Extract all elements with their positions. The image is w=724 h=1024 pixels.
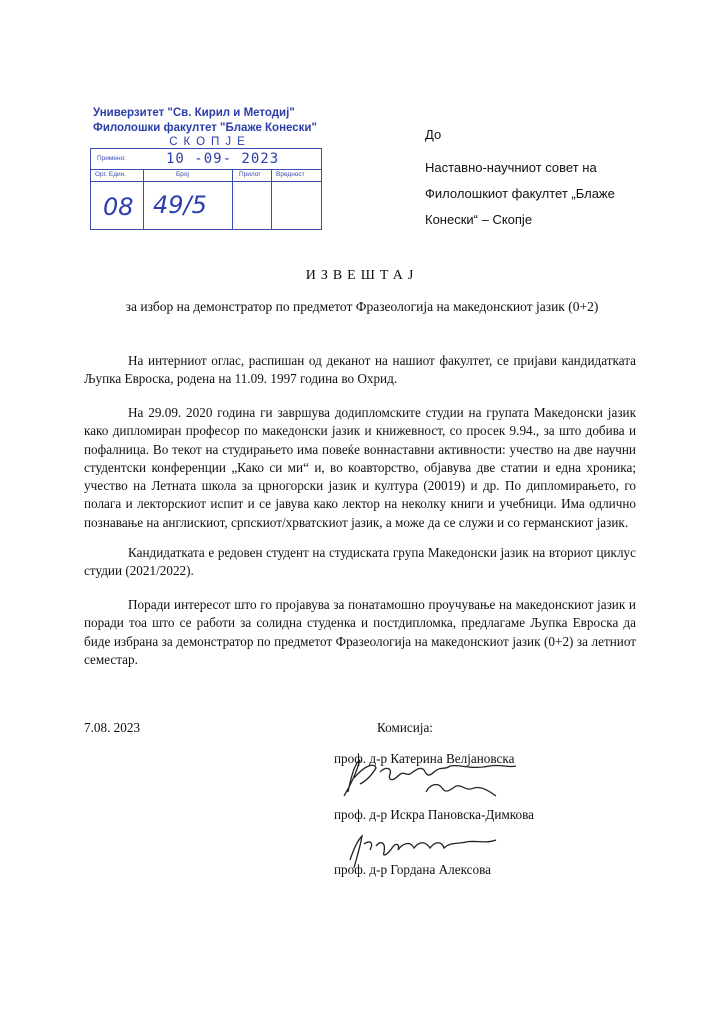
document-title: ИЗВЕШТАЈ xyxy=(305,268,419,283)
stamp-row-received xyxy=(91,149,321,170)
handwritten-unit: 08 xyxy=(103,193,134,221)
received-date: 10 -09- 2023 xyxy=(166,151,280,167)
addressee-line: Конески“ – Скопје xyxy=(425,212,533,227)
document-date: 7.08. 2023 xyxy=(84,720,141,735)
paragraph-status: Кандидатката е редовен студент на студиската група Македонски јазик на вториот циклус студии (2021/2022). xyxy=(84,545,636,579)
paragraph-studies: На 29.09. 2020 година ги завршува додипломските студии на групата Македонски јазик како дипломиран професор по македонски јазик и книжевност, со просек 9.94., за што добива и пофалница. Во текот на студирањето има повеќе воннаставни активности: учество на две научни студентски конференции „Како си ми“ и, во коавторство, објавува две статии и една хроника; учество на Летната школа за црногорски јазик и култура (20019) и др. По дипломирањето, го полага и лекторскиот испит и се јавува како лектор на неколку книги и учебници. Има одлично познавање на англискиот, српскиот/хрватскиот јазик, а може да се служи и со германскиот јазик. xyxy=(84,405,636,530)
stamp-divider xyxy=(143,169,144,229)
stamp-row-headers xyxy=(91,169,321,182)
stamp-divider xyxy=(271,169,272,229)
paragraph-proposal: Поради интересот што го пројавува за понатамошно проучување на македонскиот јазик и поради тоа што се работи за солидна студенка и постдипломка, предлагаме Љупка Евроска да биде избрана за демонстратор по предметот Фразеологија на македонскиот јазик (0+2) за летниот семестар. xyxy=(84,597,636,667)
col-number-label: Број xyxy=(176,171,189,178)
paragraph-candidate: На интерниот оглас, распишан од деканот на нашиот факултет, се пријави кандидатката Љупка Евроска, родена на 11.09. 1997 година во Охрид. xyxy=(84,353,636,387)
stamp-university: Универзитет "Св. Кирил и Методиј" xyxy=(93,107,295,119)
commission-member-1: проф. д-р Катерина Велјановска xyxy=(334,751,515,766)
document-subtitle: за избор на демонстратор по предметот Фразеологија на македонскиот јазик (0+2) xyxy=(125,299,599,314)
commission-member-2: проф. д-р Искра Пановска-Димкова xyxy=(334,807,535,822)
signature-1 xyxy=(330,752,520,812)
commission-member-3: проф. д-р Гордана Алексова xyxy=(334,862,492,877)
handwritten-number: 49/5 xyxy=(153,191,207,219)
addressee-to: До xyxy=(425,127,442,142)
received-label: Примено: xyxy=(97,155,127,162)
registration-stamp xyxy=(90,148,322,230)
signature-2 xyxy=(340,830,510,875)
col-unit-label: Орг. Един. xyxy=(95,171,127,178)
col-value-label: Вредност xyxy=(276,171,305,178)
commission-label: Комисија: xyxy=(377,720,433,735)
stamp-city: СКОПЈЕ xyxy=(169,136,251,148)
stamp-divider xyxy=(232,169,233,229)
addressee-line: Филолошкиот факултет „Блаже xyxy=(425,186,615,201)
addressee-line: Наставно-научниот совет на xyxy=(425,160,597,175)
stamp-faculty: Филолошки факултет "Блаже Конески" xyxy=(93,122,317,134)
col-attachment-label: Прилог xyxy=(239,171,261,178)
